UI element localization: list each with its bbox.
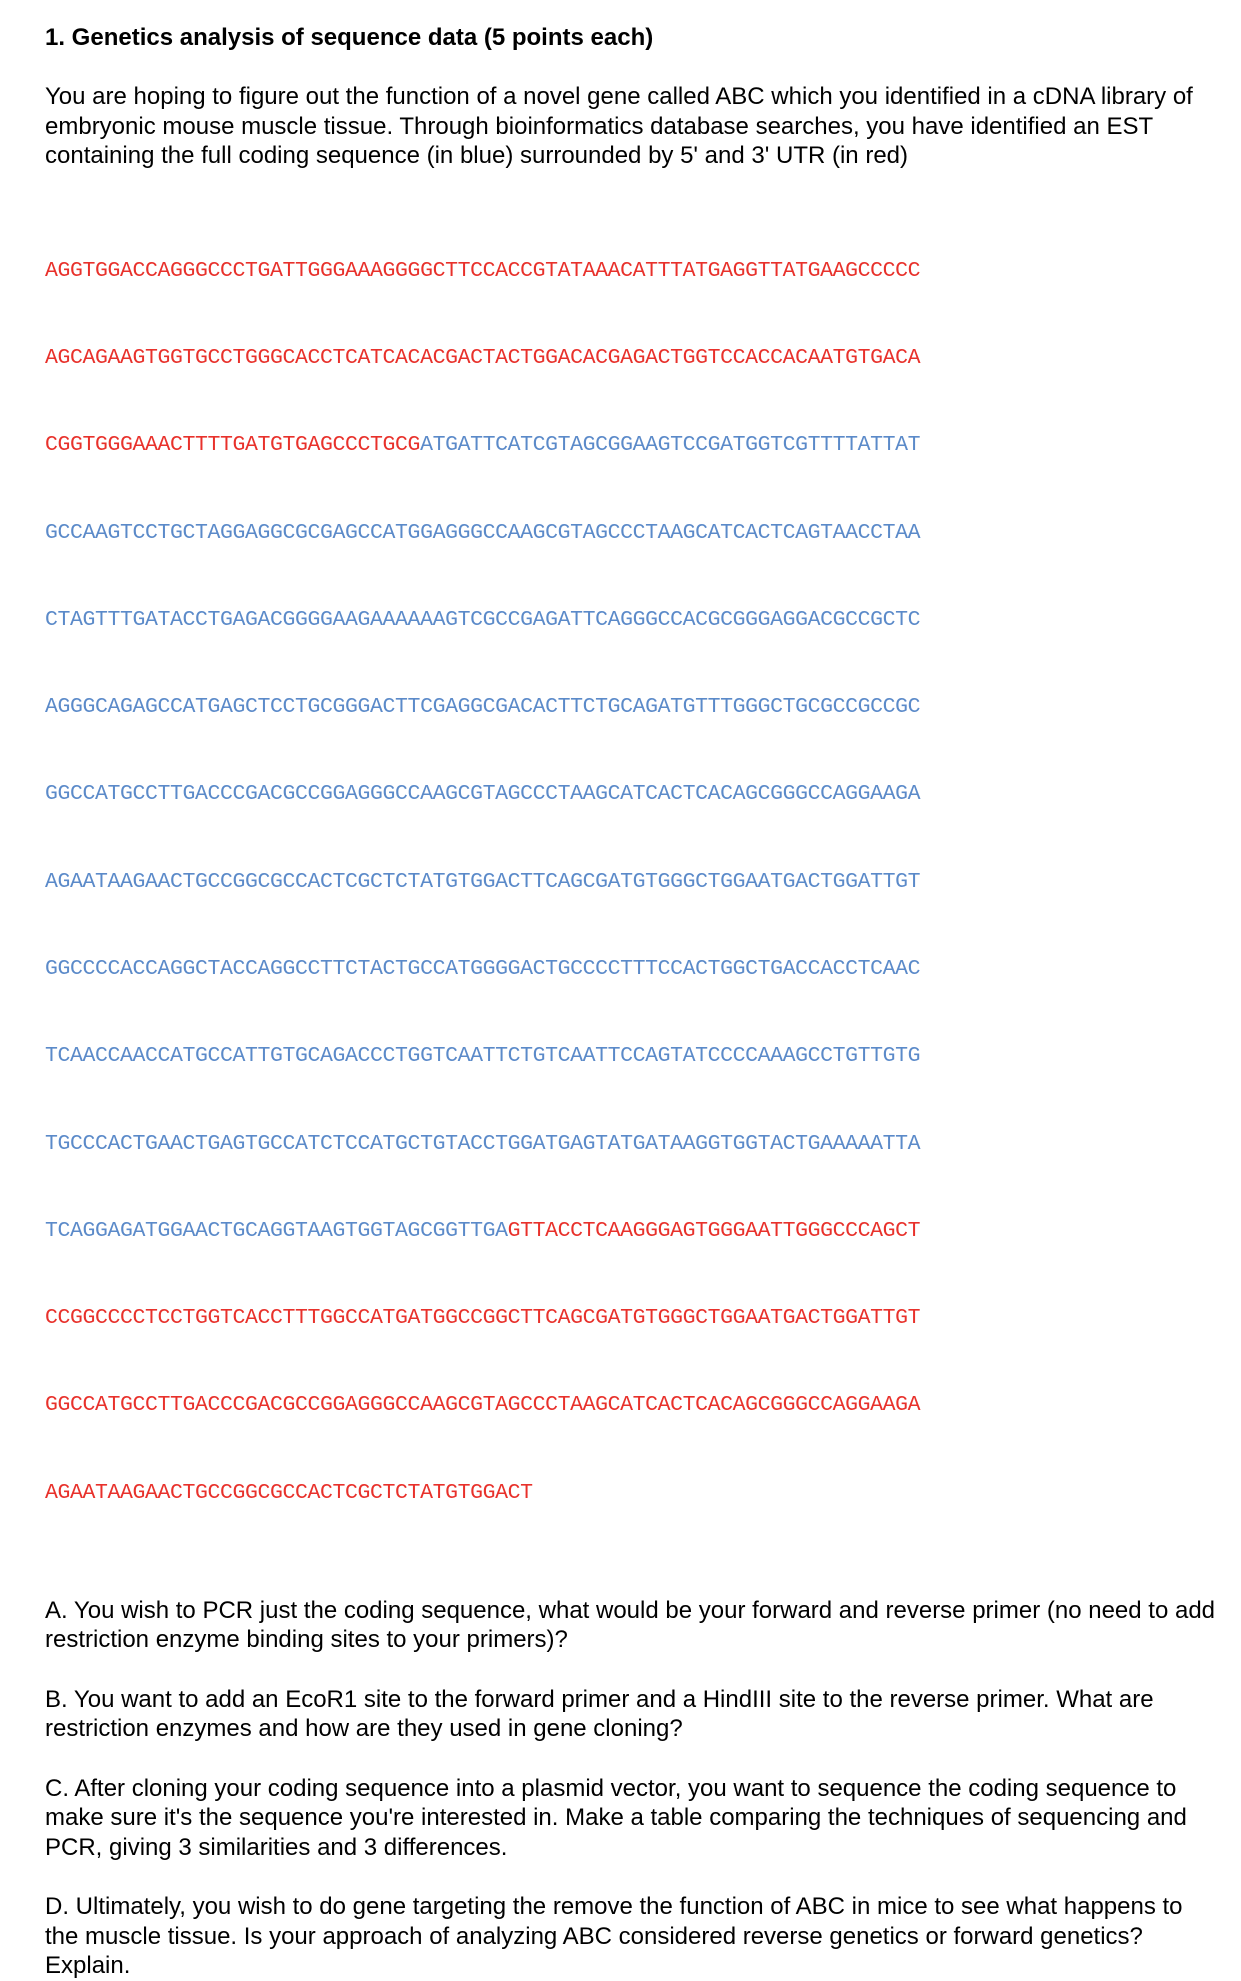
sequence-line (45, 780, 1215, 809)
sequence-line (45, 1304, 1215, 1333)
sequence-line (45, 693, 1215, 722)
sequence-line (45, 1391, 1215, 1420)
sequence-line (45, 1042, 1215, 1071)
coding-segment: TCAGGAGATGGAACTGCAGGTAAGTGGTAGCGGTTGA (45, 1218, 508, 1243)
utr3-segment: CCGGCCCCTCCTGGTCACCTTTGGCCATGATGGCCGGCTTCAGCGATGTGGGCTGGAATGACTGGATTGT (45, 1306, 921, 1331)
coding-segment: TGCCCACTGAACTGAGTGCCATCTCCATGCTGTACCTGGATGAGTATGATAAGGTGGTACTGAAAAATTA (45, 1131, 921, 1156)
document-page (45, 22, 1215, 1981)
sequence-line (45, 606, 1215, 635)
section-title: 1. Genetics analysis of sequence data (5 points each) (45, 24, 654, 51)
question-c: C. After cloning your coding sequence into a plasmid vector, you want to sequence the coding sequence to make sure it's the sequence you're interested in. Make a table comparing the techniques of sequencing and PCR, giving 3 similarities and 3 differences. (45, 1774, 1187, 1861)
utr5-segment: AGCAGAAGTGGTGCCTGGGCACCTCATCACACGACTACTGGACACGAGACTGGTCCACCACAATGTGACA (45, 345, 921, 370)
question-d: D. Ultimately, you wish to do gene targeting the remove the function of ABC in mice to see what happens to the muscle tissue. Is your approach of analyzing ABC considered reverse genetics or forward genetics? Explain. (45, 1893, 1183, 1980)
utr3-segment: AGAATAAGAACTGCCGGCGCCACTCGCTCTATGTGGACT (45, 1480, 533, 1505)
coding-segment: TCAACCAACCATGCCATTGTGCAGACCCTGGTCAATTCTGTCAATTCCAGTATCCCCAAAGCCTGTTGTG (45, 1044, 921, 1069)
coding-segment: AGAATAAGAACTGCCGGCGCCACTCGCTCTATGTGGACTTCAGCGATGTGGGCTGGAATGACTGGATTGT (45, 869, 921, 894)
question-b: B. You want to add an EcoR1 site to the forward primer and a HindIII site to the reverse primer. What are restriction enzymes and how are they used in gene cloning? (45, 1685, 1154, 1743)
utr5-segment: CGGTGGGAAACTTTTGATGTGAGCCCTGCG (45, 433, 421, 458)
intro-paragraph: You are hoping to figure out the function of a novel gene called ABC which you identified in a cDNA library of embryonic mouse muscle tissue. Through bioinformatics database searches, you have identified an EST containing the full coding sequence (in blue) surrounded by 5' and 3' UTR (in red) (45, 83, 1193, 169)
sequence-line (45, 1217, 1215, 1246)
sequence-line (45, 519, 1215, 548)
coding-segment: GGCCATGCCTTGACCCGACGCCGGAGGGCCAAGCGTAGCCCTAAGCATCACTCACAGCGGGCCAGGAAGA (45, 782, 921, 807)
sequence-line (45, 344, 1215, 373)
coding-segment: AGGGCAGAGCCATGAGCTCCTGCGGGACTTCGAGGCGACACTTCTGCAGATGTTTGGGCTGCGCCGCCGC (45, 695, 921, 720)
sequence-line (45, 955, 1215, 984)
est-sequence (45, 199, 1215, 1566)
coding-segment: GGCCCCACCAGGCTACCAGGCCTTCTACTGCCATGGGGACTGCCCCTTTCCACTGGCTGACCACCTCAAC (45, 956, 921, 981)
utr3-segment: GGCCATGCCTTGACCCGACGCCGGAGGGCCAAGCGTAGCCCTAAGCATCACTCACAGCGGGCCAGGAAGA (45, 1393, 921, 1418)
question-a: A. You wish to PCR just the coding sequence, what would be your forward and reverse primer (no need to add restriction enzyme binding sites to your primers)? (45, 1596, 1216, 1654)
utr5-segment: AGGTGGACCAGGGCCCTGATTGGGAAAGGGGCTTCCACCGTATAAACATTTATGAGGTTATGAAGCCCCC (45, 258, 921, 283)
coding-segment: CTAGTTTGATACCTGAGACGGGGAAGAAAAAAGTCGCCGAGATTCAGGGCCACGCGGGAGGACGCCGCTC (45, 607, 921, 632)
sequence-line (45, 1130, 1215, 1159)
sequence-line (45, 1479, 1215, 1508)
sequence-line (45, 431, 1215, 460)
coding-segment: GCCAAGTCCTGCTAGGAGGCGCGAGCCATGGAGGGCCAAGCGTAGCCCTAAGCATCACTCAGTAACCTAA (45, 520, 921, 545)
sequence-line (45, 868, 1215, 897)
sequence-line (45, 257, 1215, 286)
utr3-segment: GTTACCTCAAGGGAGTGGGAATTGGGCCCAGCT (507, 1218, 921, 1243)
coding-segment: ATGATTCATCGTAGCGGAAGTCCGATGGTCGTTTTATTAT (420, 433, 921, 458)
